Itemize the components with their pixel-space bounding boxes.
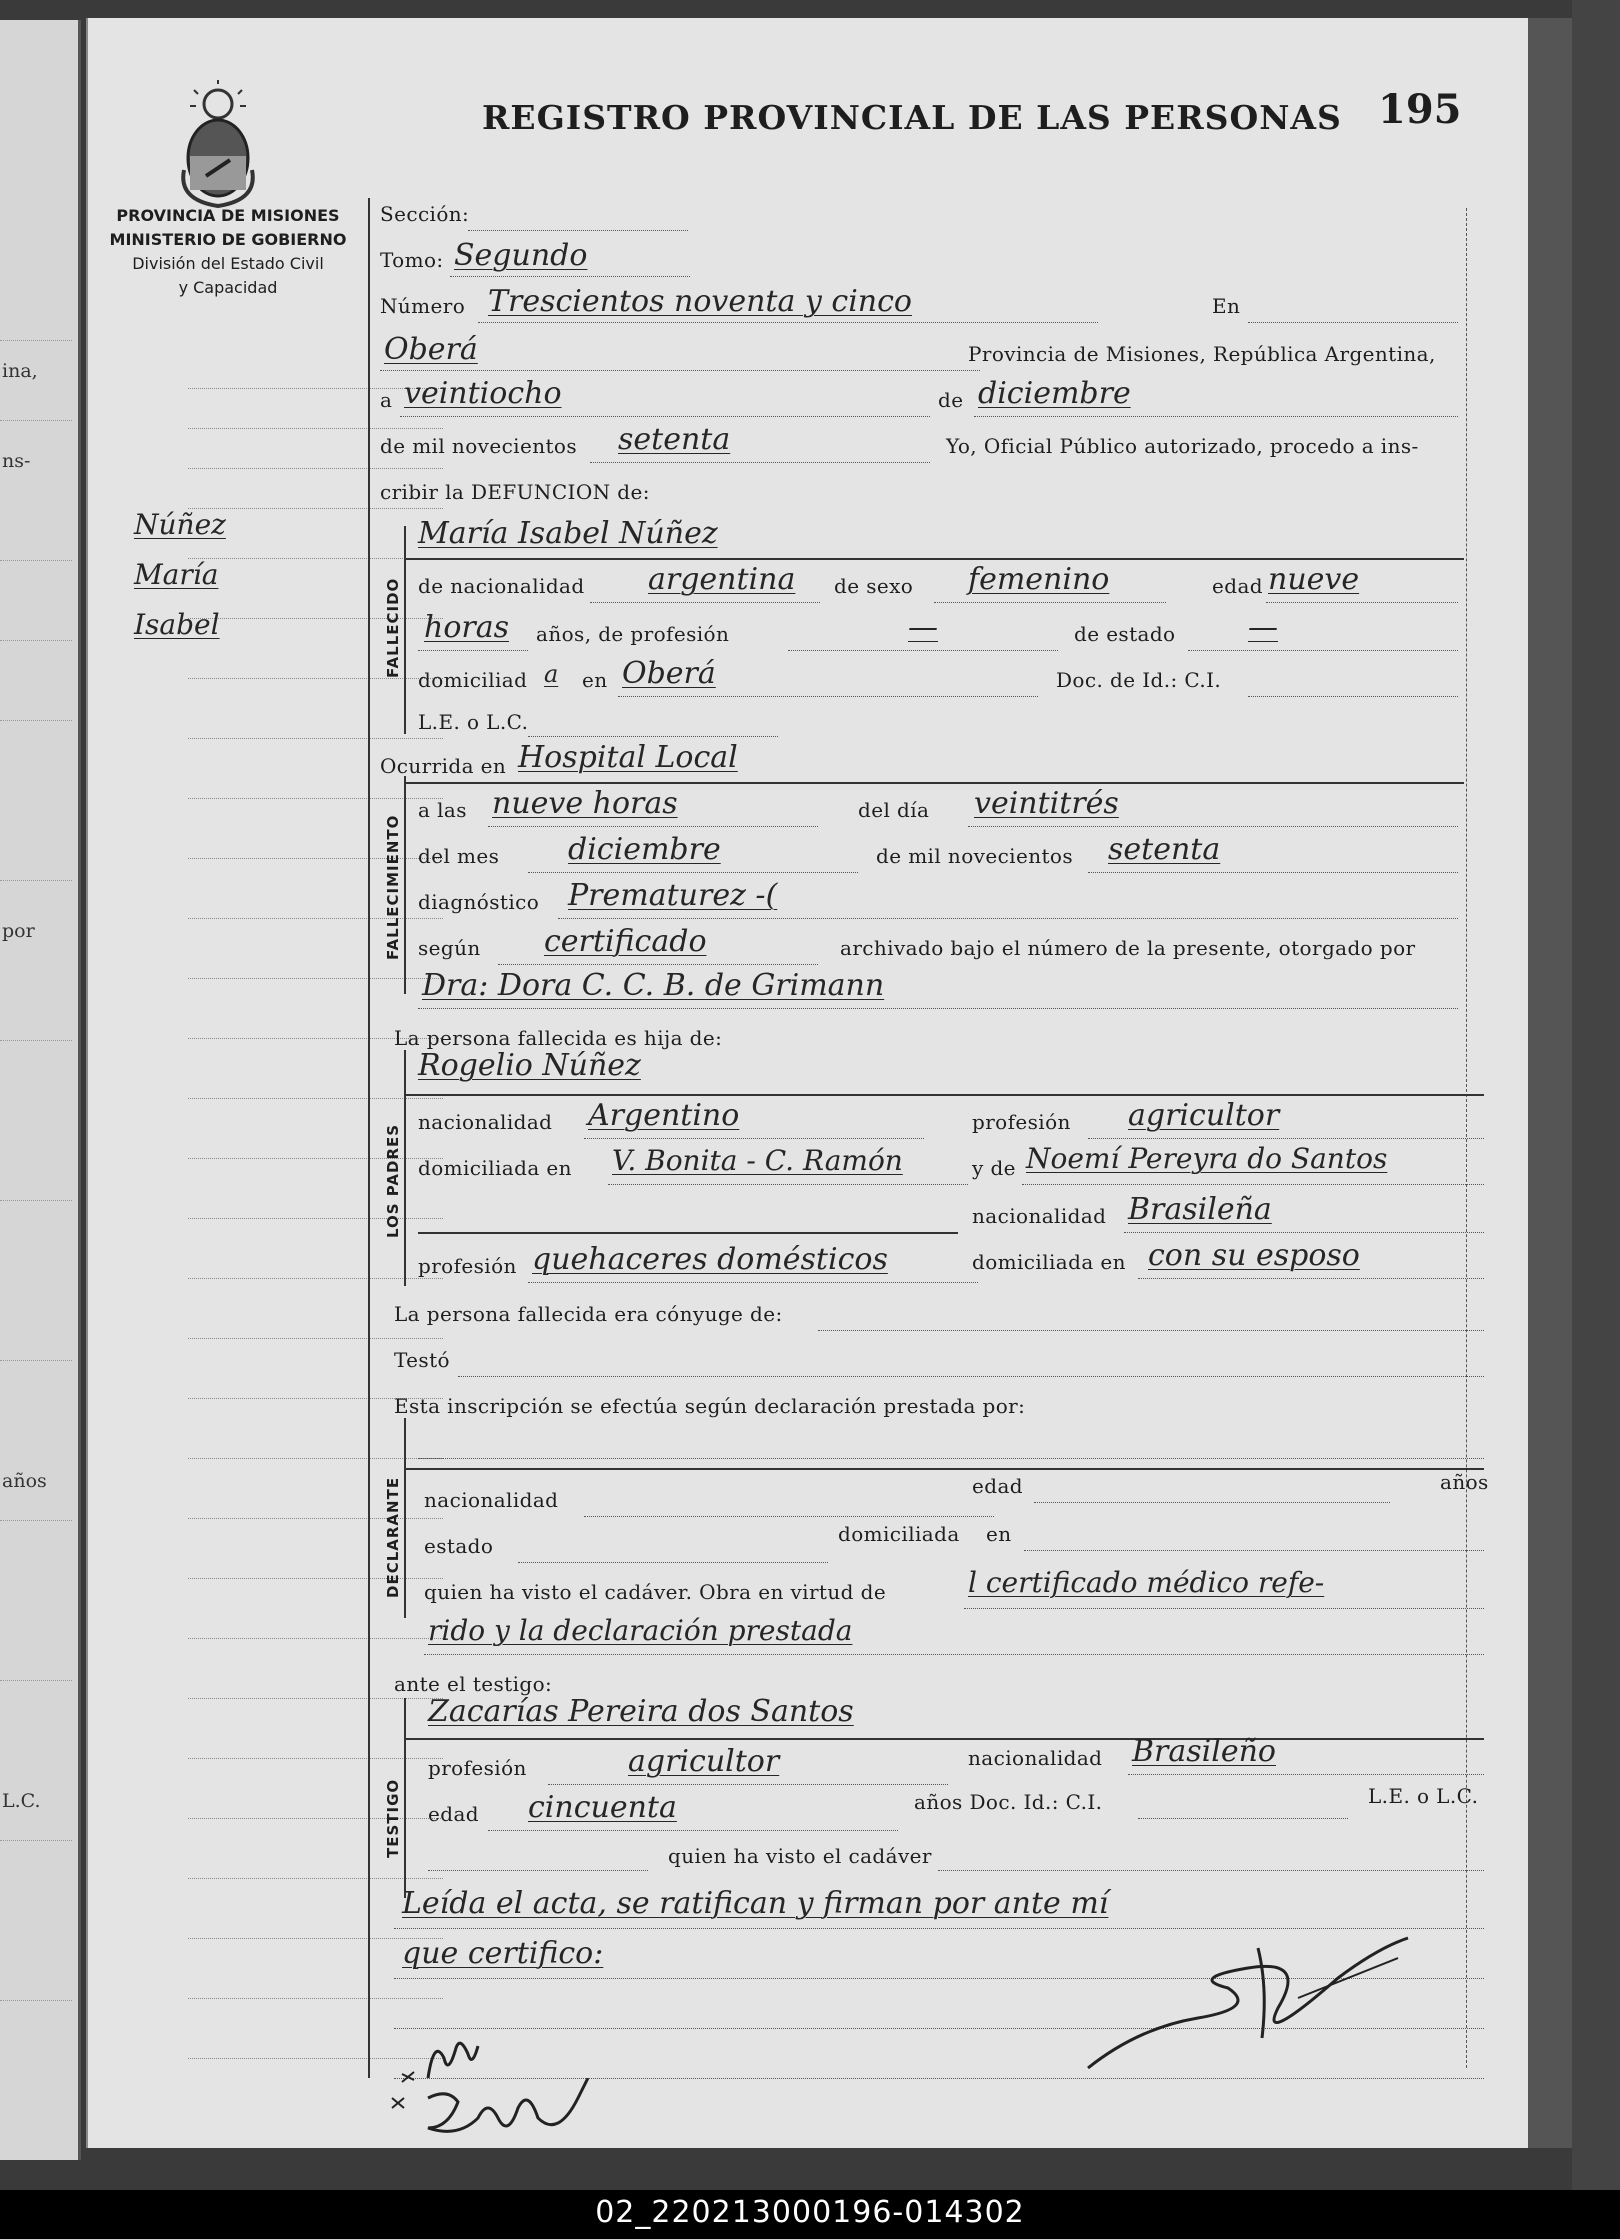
cierre-linea-2: que certifico: — [402, 1936, 604, 1971]
coat-of-arms-icon — [176, 80, 260, 210]
oficial-text: Yo, Oficial Público autorizado, procedo a ins- — [946, 434, 1419, 458]
left-page-fragment: ina, — [2, 360, 38, 382]
domiciliado-suffix: a — [544, 660, 559, 688]
provincia-text: Provincia de Misiones, República Argentina, — [968, 342, 1436, 366]
anios-label: años, de profesión — [536, 622, 730, 646]
fallecimiento-label: FALLECIMIENTO — [384, 814, 402, 960]
page-edge — [1526, 18, 1572, 2148]
declarant-signature-icon — [388, 2078, 608, 2148]
mil-label: de mil novecientos — [380, 434, 578, 458]
declarante-visto-label: quien ha visto el cadáver. Obra en virtud de — [424, 1580, 887, 1604]
testigo-nombre: Zacarías Pereira dos Santos — [428, 1694, 854, 1729]
testigo-le-label: L.E. o L.C. — [1368, 1784, 1479, 1808]
page-number: 195 — [1378, 86, 1462, 133]
diagnostico-label: diagnóstico — [418, 890, 540, 914]
domicilio-en-label: en — [582, 668, 608, 692]
footer-image-id: 02_220213000196-014302 — [595, 2195, 1025, 2230]
madre-domiciliada-label: domiciliada en — [972, 1250, 1126, 1274]
fallecido-nacionalidad: argentina — [648, 562, 796, 597]
left-page-fragment: ns- — [2, 450, 31, 472]
margin-note-name1: María — [134, 558, 219, 591]
domiciliado-label: domiciliad — [418, 668, 528, 692]
en-label: En — [1212, 294, 1241, 318]
officer-signature-icon — [1078, 1918, 1418, 2088]
testigo-visto-label: quien ha visto el cadáver — [668, 1844, 932, 1868]
inscribir-text: cribir la DEFUNCION de: — [380, 480, 650, 504]
fallecido-sexo: femenino — [968, 562, 1110, 597]
declarante-label: DECLARANTE — [384, 1476, 402, 1598]
padre-domicilio: V. Bonita - C. Ramón — [612, 1144, 903, 1177]
margin-note-surname: Núñez — [134, 508, 226, 541]
fallecido-nombre: María Isabel Núñez — [418, 516, 718, 551]
testigo-edad-label: edad — [428, 1802, 479, 1826]
seccion-label: Sección: — [380, 202, 470, 226]
ocurrida-label: Ocurrida en — [380, 754, 507, 778]
madre-nacionalidad-label: nacionalidad — [972, 1204, 1107, 1228]
fallecimiento-mes: diciembre — [568, 832, 721, 867]
testo-label: Testó — [394, 1348, 450, 1372]
a-label: a — [380, 388, 393, 412]
tomo-label: Tomo: — [380, 248, 444, 272]
testigo-label: TESTIGO — [384, 1778, 402, 1858]
fallecimiento-diagnostico: Prematurez -( — [568, 878, 778, 913]
madre-profesion: quehaceres domésticos — [532, 1242, 888, 1277]
declaracion-label: Esta inscripción se efectúa según declaración prestada por: — [394, 1394, 1026, 1418]
issuer-province: PROVINCIA DE MISIONES — [116, 206, 340, 225]
segun-label: según — [418, 936, 481, 960]
madre-nombre: Noemí Pereyra do Santos — [1026, 1142, 1388, 1175]
doc-label: Doc. de Id.: C.I. — [1056, 668, 1222, 692]
estado-label: de estado — [1074, 622, 1176, 646]
testigo-intro: ante el testigo: — [394, 1672, 553, 1696]
tomo-value: Segundo — [454, 238, 588, 273]
madre-nacionalidad: Brasileña — [1128, 1192, 1272, 1227]
register-page — [86, 18, 1528, 2148]
declarante-domiciliada-label: domiciliada — [838, 1522, 960, 1546]
padres-intro: La persona fallecida es hija de: — [394, 1026, 723, 1050]
anio-value: setenta — [618, 422, 731, 457]
issuer-ministry: MINISTERIO DE GOBIERNO — [109, 230, 347, 249]
mil-label-2: de mil novecientos — [876, 844, 1074, 868]
fallecido-label: FALLECIDO — [384, 577, 402, 678]
padre-nacionalidad: Argentino — [588, 1098, 740, 1133]
fallecimiento-hora: nueve horas — [492, 786, 678, 821]
edad-label: edad — [1212, 574, 1263, 598]
madre-domicilio: con su esposo — [1148, 1238, 1360, 1273]
numero-value: Trescientos noventa y cinco — [488, 284, 912, 319]
archivado-text: archivado bajo el número de la presente, otorgado por — [840, 936, 1416, 960]
numero-label: Número — [380, 294, 466, 318]
issuer-block — [88, 204, 368, 300]
fallecido-domicilio: Oberá — [622, 656, 716, 691]
padre-nombre: Rogelio Núñez — [418, 1048, 641, 1083]
declarante-estado-label: estado — [424, 1534, 494, 1558]
issuer-division: División del Estado Civil — [132, 254, 324, 273]
left-facing-page — [0, 20, 81, 2160]
padre-profesion-label: profesión — [972, 1110, 1071, 1134]
sexo-label: de sexo — [834, 574, 914, 598]
testigo-edad: cincuenta — [528, 1790, 677, 1825]
padre-nacionalidad-label: nacionalidad — [418, 1110, 553, 1134]
testigo-profesion: agricultor — [628, 1744, 780, 1779]
testigo-profesion-label: profesión — [428, 1756, 527, 1780]
fallecido-edad-horas: horas — [424, 610, 510, 645]
fallecido-estado: — — [1248, 610, 1278, 645]
margin-note-name2: Isabel — [134, 608, 220, 641]
declarante-anios-label: años — [1440, 1470, 1489, 1494]
padre-domiciliada-label: domiciliada en — [418, 1156, 572, 1180]
padre-profesion: agricultor — [1128, 1098, 1280, 1133]
declarante-edad-label: edad — [972, 1474, 1023, 1498]
declarante-obra-1: l certificado médico refe- — [968, 1566, 1325, 1599]
fallecido-profesion: — — [908, 610, 938, 645]
le-label: L.E. o L.C. — [418, 710, 529, 734]
testigo-doc-label: años Doc. Id.: C.I. — [914, 1790, 1103, 1814]
declarante-en-label: en — [986, 1522, 1012, 1546]
issuer-capacidad: y Capacidad — [178, 278, 278, 297]
fallecimiento-segun: certificado — [544, 924, 707, 959]
fallecido-edad: nueve — [1268, 562, 1360, 597]
fallecimiento-anio: setenta — [1108, 832, 1221, 867]
y-de-label: y de — [972, 1156, 1016, 1180]
testigo-nacionalidad: Brasileño — [1132, 1734, 1276, 1769]
declarante-nacionalidad-label: nacionalidad — [424, 1488, 559, 1512]
testigo-nacionalidad-label: nacionalidad — [968, 1746, 1103, 1770]
left-page-fragment: años — [2, 1470, 47, 1492]
declarante-obra-2: rido y la declaración prestada — [428, 1614, 853, 1647]
dia-value: veintiocho — [404, 376, 562, 411]
nacionalidad-label: de nacionalidad — [418, 574, 585, 598]
left-page-fragment: por — [2, 920, 35, 942]
fallecimiento-dia: veintitrés — [974, 786, 1119, 821]
de-label: de — [938, 388, 964, 412]
register-title: REGISTRO PROVINCIAL DE LAS PERSONAS — [482, 98, 1342, 137]
mes-value: diciembre — [978, 376, 1131, 411]
conyuge-label: La persona fallecida era cónyuge de: — [394, 1302, 783, 1326]
dia-label: del día — [858, 798, 930, 822]
madre-profesion-label: profesión — [418, 1254, 517, 1278]
cierre-linea-1: Leída el acta, se ratifican y firman por ante mí — [402, 1886, 1109, 1921]
book-cover — [1572, 0, 1620, 2190]
padres-label: LOS PADRES — [384, 1123, 402, 1238]
ocurrida-value: Hospital Local — [518, 740, 738, 775]
left-page-fragment: L.C. — [2, 1790, 41, 1812]
a-las-label: a las — [418, 798, 467, 822]
lugar-value: Oberá — [384, 332, 478, 367]
mes-label: del mes — [418, 844, 500, 868]
fallecimiento-medico: Dra: Dora C. C. B. de Grimann — [422, 968, 885, 1003]
